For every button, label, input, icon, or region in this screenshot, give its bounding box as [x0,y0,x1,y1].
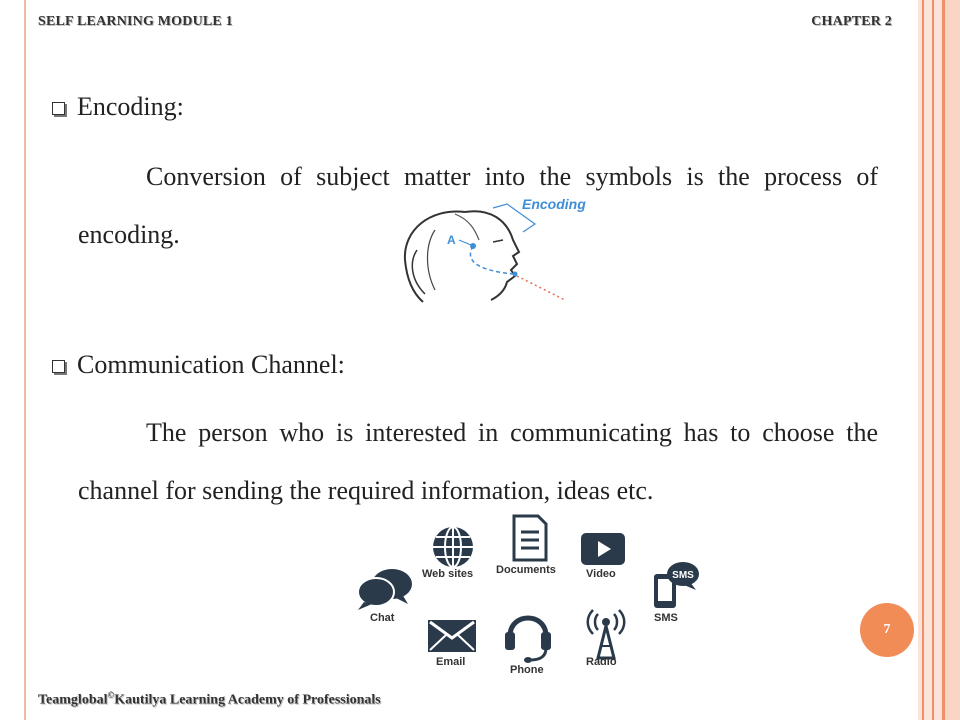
communication-channels-illustration [350,510,710,690]
encoding-point-label: A [447,233,456,247]
channel-label-sms: SMS [654,612,678,624]
document-icon [510,514,550,562]
left-border-rule [24,0,26,720]
channel-label-websites: Web sites [422,568,474,580]
chat-bubbles-icon [354,566,414,612]
encoding-heading [52,92,184,122]
sms-bubble-text: SMS [672,570,694,581]
email-envelope-icon [426,618,478,654]
channel-label-documents: Documents [496,564,556,576]
header-module-title: SELF LEARNING MODULE 1 [38,14,233,29]
channel-heading [52,350,345,380]
encoding-illustration-label: Encoding [522,196,586,212]
checkbox-bullet-icon [52,102,65,115]
sms-phone-icon [650,560,700,610]
encoding-head-illustration [395,190,625,308]
footer-suffix: Kautilya Learning Academy of Professionals [114,692,381,708]
channel-paragraph: The person who is interested in communicating has to choose the channel for sending the required information, ideas etc. [78,418,878,505]
channel-label-phone: Phone [510,664,544,676]
channel-label-chat: Chat [370,612,395,624]
channel-label-radio: Radio [586,656,617,668]
channel-heading-text: Communication Channel: [77,350,345,379]
globe-icon [430,524,476,570]
right-decorative-band [918,0,960,720]
copyright-symbol: © [107,690,115,700]
channel-label-video: Video [586,568,616,580]
page-number-badge: 7 [860,603,914,657]
headset-icon [502,602,554,666]
header-chapter: CHAPTER 2 [811,14,892,29]
encoding-heading-text: Encoding: [77,92,184,121]
footer-prefix: Teamglobal [38,692,108,708]
video-play-icon [580,532,626,566]
footer-credit [38,690,381,709]
radio-tower-icon [586,608,626,660]
channel-label-email: Email [436,656,466,668]
checkbox-bullet-icon [52,360,65,373]
encoding-paragraph: Conversion of subject matter into the symbols is the process of encoding. [78,162,878,249]
